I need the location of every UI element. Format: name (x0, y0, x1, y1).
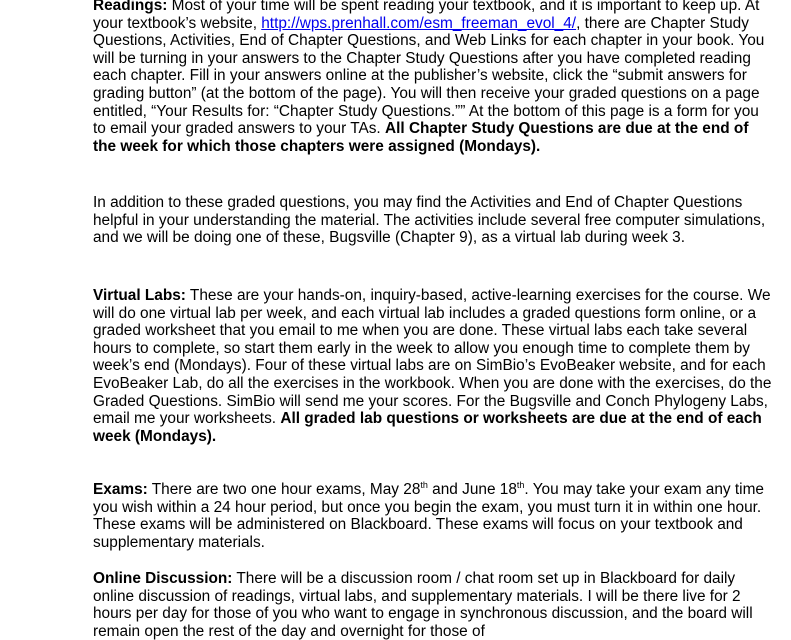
exams-section (93, 481, 773, 551)
online-discussion-heading: Online Discussion: (93, 570, 233, 587)
exams-heading: Exams: (93, 481, 148, 498)
virtual-labs-section (93, 287, 773, 445)
exams-text-1: There are two one hour exams, May 28 (147, 481, 421, 498)
readings-heading: Readings: (93, 0, 168, 14)
readings-section (93, 0, 773, 155)
exams-text-2: and June 18 (427, 481, 517, 498)
online-discussion-text: There will be a discussion room / chat room set up in Blackboard for daily online discussion of readings, virtual labs, and supplementary materials. I will be there live for 2 hours per day for those of you who want to engage in synchronous discussion, and the board will remain open the rest of the day and overnight for those of (93, 570, 753, 640)
readings-text-1: Most of your time will be spent reading your textbook, and it is important to keep up. At your textbook’s website, (93, 0, 760, 32)
virtual-labs-text: These are your hands-on, inquiry-based, active-learning exercises for the course. We will do one virtual lab per week, and each virtual lab includes a graded questions form online, or a graded worksheet that you email to me when you are done. These virtual labs each take several hours to complete, so start them early in the week to allow you enough time to complete them by week’s end (Mondays). Four of these virtual labs are on SimBio’s EvoBeaker website, and for each EvoBeaker Lab, do all the exercises in the workbook. When you are done with the exercises, do the Graded Questions. SimBio will send me your scores. For the Bugsville and Conch Phylogeny Labs, email me your worksheets. (93, 287, 772, 428)
additional-section (93, 194, 773, 247)
exams-text-3: . You may take your exam any time you wish within a 24 hour period, but once you begin the exam, you must turn it in within one hour. These exams will be administered on Blackboard. These exams will focus on your textbook and supplementary materials. (93, 481, 764, 551)
readings-deadline: All Chapter Study Questions are due at the end of the week for which those chapters were assigned (Mondays). (93, 120, 749, 155)
virtual-labs-heading: Virtual Labs: (93, 287, 186, 304)
readings-text-2: , there are Chapter Study Questions, Activities, End of Chapter Questions, and Web Links for each chapter in your book. You will be turning in your answers to the Chapter Study Questions after you have completed reading each chapter. Fill in your answers online at the publisher’s website, click the “submit answers for grading button” (at the bottom of the page). You will then receive your graded questions on a page entitled, “Your Results for: “Chapter Study Questions.”” At the bottom of this page is a form for you to email your graded answers to your TAs. (93, 14, 765, 138)
additional-text: In addition to these graded questions, you may find the Activities and End of Chapter Questions helpful in your understanding the material. The activities include several free computer simulations, and we will be doing one of these, Bugsville (Chapter 9), as a virtual lab during week 3. (93, 194, 766, 247)
exams-sup-1: th (420, 480, 428, 490)
exams-sup-2: th (516, 480, 525, 490)
virtual-labs-deadline: All graded lab questions or worksheets are due at the end of each week (Mondays). (93, 410, 762, 445)
textbook-website-link[interactable]: http://wps.prenhall.com/esm_freeman_evol_4/ (261, 14, 577, 32)
